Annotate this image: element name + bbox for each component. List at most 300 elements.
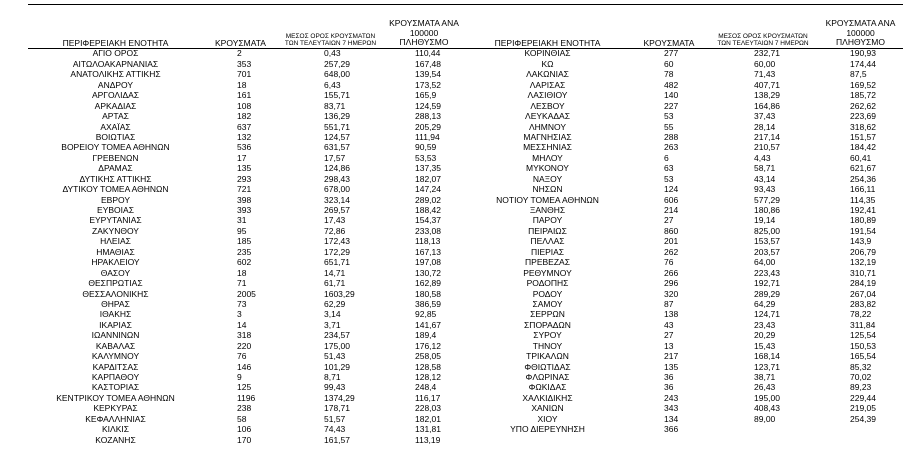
cases-cell: 60 xyxy=(664,58,674,69)
table-row xyxy=(465,299,903,309)
table-row xyxy=(28,351,465,361)
cases-cell: 482 xyxy=(664,79,679,90)
avg-cases-cell: 124,86 xyxy=(324,163,350,174)
table-row xyxy=(28,414,465,424)
region-cell: ΚΑΛΥΜΝΟΥ xyxy=(91,351,140,362)
rate-cell: 167,13 xyxy=(415,246,441,257)
cases-cell: 235 xyxy=(237,246,252,257)
region-cell: ΕΥΡΥΤΑΝΙΑΣ xyxy=(89,215,142,226)
region-cell: ΧΑΝΙΩΝ xyxy=(531,403,564,414)
avg-cases-cell: 203,57 xyxy=(754,246,780,257)
cases-cell: 343 xyxy=(664,403,679,414)
region-cell: ΚΕΡΚΥΡΑΣ xyxy=(93,403,138,414)
avg-cases-cell: 323,14 xyxy=(324,194,350,205)
rate-cell: 137,35 xyxy=(415,163,441,174)
rate-cell: 139,54 xyxy=(415,69,441,80)
avg-cases-cell: 269,57 xyxy=(324,205,350,216)
avg-cases-cell: 175,00 xyxy=(324,340,350,351)
cases-cell: 6 xyxy=(664,152,669,163)
region-cell: ΗΜΑΘΙΑΣ xyxy=(96,246,135,257)
cases-cell: 214 xyxy=(664,205,679,216)
table-row xyxy=(465,309,903,319)
region-cell: ΝΟΤΙΟΥ ΤΟΜΕΑ ΑΘΗΝΩΝ xyxy=(496,194,599,205)
avg-cases-cell: 234,57 xyxy=(324,330,350,341)
cases-cell: 398 xyxy=(237,194,252,205)
table-row xyxy=(28,174,465,184)
cases-cell: 182 xyxy=(237,111,252,122)
table-row xyxy=(465,393,903,403)
table-row xyxy=(28,122,465,132)
region-cell: ΚΑΡΠΑΘΟΥ xyxy=(91,372,140,383)
rate-cell: 267,04 xyxy=(850,288,876,299)
table-row xyxy=(28,132,465,142)
rate-cell: 188,42 xyxy=(415,205,441,216)
table-row xyxy=(28,309,465,319)
rate-cell: 113,19 xyxy=(415,434,441,445)
header-avg-line1: ΜΕΣΟΣ ΟΡΟΣ ΚΡΟΥΣΜΑΤΩΝ xyxy=(718,32,808,40)
cases-cell: 18 xyxy=(237,267,247,278)
rate-cell: 182,07 xyxy=(415,173,441,184)
rate-cell: 70,02 xyxy=(850,372,872,383)
region-cell: ΚΙΛΚΙΣ xyxy=(102,424,129,435)
avg-cases-cell: 298,43 xyxy=(324,173,350,184)
avg-cases-cell: 651,71 xyxy=(324,257,350,268)
region-cell: ΑΓΙΟ ΟΡΟΣ xyxy=(92,48,139,59)
rate-cell: 154,37 xyxy=(415,215,441,226)
header-avg xyxy=(278,19,383,48)
region-cell: ΧΙΟΥ xyxy=(537,413,558,424)
header-row xyxy=(28,19,465,48)
table-row xyxy=(28,393,465,403)
avg-cases-cell: 551,71 xyxy=(324,121,350,132)
cases-cell: 366 xyxy=(664,424,679,435)
table-row xyxy=(465,403,903,413)
cases-cell: 27 xyxy=(664,330,674,341)
table-row xyxy=(28,216,465,226)
region-cell: ΦΛΩΡΙΝΑΣ xyxy=(525,372,570,383)
rate-cell: 150,53 xyxy=(850,340,876,351)
cases-cell: 63 xyxy=(664,163,674,174)
avg-cases-cell xyxy=(708,424,818,434)
rate-cell: 60,41 xyxy=(850,152,872,163)
region-cell: ΗΛΕΙΑΣ xyxy=(100,236,131,247)
cases-cell: 140 xyxy=(664,90,679,101)
cases-cell xyxy=(630,435,708,445)
table-row xyxy=(28,372,465,382)
table-row xyxy=(465,69,903,79)
avg-cases-cell: 17,57 xyxy=(324,152,346,163)
cases-cell: 243 xyxy=(664,392,679,403)
avg-cases-cell: 23,43 xyxy=(754,319,776,330)
cases-cell: 1196 xyxy=(237,392,256,403)
table-row xyxy=(465,163,903,173)
table-row xyxy=(28,299,465,309)
rate-cell: 233,08 xyxy=(415,225,441,236)
rate-cell: 92,85 xyxy=(415,309,437,320)
avg-cases-cell: 93,43 xyxy=(754,184,776,195)
table-row xyxy=(465,195,903,205)
avg-cases-cell: 631,57 xyxy=(324,142,350,153)
header-rate xyxy=(818,19,903,48)
rate-cell: 258,05 xyxy=(415,351,441,362)
rate-cell: 141,67 xyxy=(415,319,441,330)
table-row xyxy=(465,184,903,194)
header-region: ΠΕΡΙΦΕΡΕΙΑΚΗ ΕΝΟΤΗΤΑ xyxy=(28,19,203,48)
region-cell: ΧΑΛΚΙΔΙΚΗΣ xyxy=(522,392,573,403)
table-row xyxy=(465,132,903,142)
avg-cases-cell: 8,71 xyxy=(324,372,341,383)
table-row xyxy=(28,59,465,69)
table-row xyxy=(465,289,903,299)
table-row xyxy=(28,163,465,173)
table-row xyxy=(465,122,903,132)
cases-cell: 353 xyxy=(237,58,252,69)
avg-cases-cell: 74,43 xyxy=(324,424,346,435)
cases-cell: 76 xyxy=(664,257,674,268)
cases-cell: 58 xyxy=(237,413,247,424)
cases-cell: 36 xyxy=(664,382,674,393)
table-row xyxy=(28,289,465,299)
cases-cell: 132 xyxy=(237,132,252,142)
region-cell: ΣΕΡΡΩΝ xyxy=(530,309,565,320)
rate-cell: 125,54 xyxy=(850,330,876,341)
table-row xyxy=(465,236,903,246)
cases-cell: 135 xyxy=(664,361,679,372)
rate-cell: 128,12 xyxy=(415,372,441,383)
rate-cell: 386,59 xyxy=(415,299,441,309)
region-cell: ΑΝΔΡΟΥ xyxy=(97,79,134,90)
table-row xyxy=(28,341,465,351)
avg-cases-cell: 155,71 xyxy=(324,90,350,101)
avg-cases-cell: 28,14 xyxy=(754,121,776,132)
cases-cell: 201 xyxy=(664,236,679,247)
table-body-left xyxy=(28,48,465,445)
cases-cell: 53 xyxy=(664,173,674,184)
region-cell: ΘΑΣΟΥ xyxy=(100,267,131,278)
rate-cell: 176,12 xyxy=(415,340,441,351)
avg-cases-cell: 195,00 xyxy=(754,392,780,403)
avg-cases-cell: 136,29 xyxy=(324,111,350,122)
rate-cell: 180,89 xyxy=(850,215,876,226)
table-row xyxy=(465,351,903,361)
rate-cell: 116,17 xyxy=(415,392,441,403)
cases-cell: 393 xyxy=(237,205,252,216)
avg-cases-cell: 408,43 xyxy=(754,403,780,414)
region-cell: ΜΑΓΝΗΣΙΑΣ xyxy=(523,132,572,142)
region-cell: ΝΗΣΩΝ xyxy=(532,184,563,195)
cases-cell: 2 xyxy=(237,48,242,59)
rate-cell: 184,42 xyxy=(850,142,876,153)
avg-cases-cell: 172,29 xyxy=(324,246,350,257)
cases-cell: 637 xyxy=(237,121,252,132)
rate-cell: 110,44 xyxy=(415,48,441,59)
table-row xyxy=(465,48,903,59)
region-cell: ΑΡΤΑΣ xyxy=(102,111,129,122)
cases-cell: 27 xyxy=(664,215,674,226)
table-row xyxy=(28,142,465,152)
cases-cell: 18 xyxy=(237,79,247,90)
avg-cases-cell: 64,00 xyxy=(754,257,776,268)
region-cell: ΑΡΚΑΔΙΑΣ xyxy=(94,100,137,111)
rate-cell: 111,94 xyxy=(415,132,440,142)
header-rate-line1: ΚΡΟΥΣΜΑΤΑ ΑΝΑ 100000 xyxy=(389,18,459,38)
avg-cases-cell: 257,29 xyxy=(324,58,350,69)
table-row xyxy=(28,195,465,205)
avg-cases-cell: 153,57 xyxy=(754,236,780,247)
table-row xyxy=(28,268,465,278)
table-row xyxy=(465,153,903,163)
rate-cell: 118,13 xyxy=(415,236,441,247)
avg-cases-cell: 61,71 xyxy=(324,278,346,289)
avg-cases-cell: 1374,29 xyxy=(324,392,355,403)
avg-cases-cell: 3,14 xyxy=(324,309,341,320)
cases-cell: 95 xyxy=(237,225,247,236)
rate-cell: 169,52 xyxy=(850,79,876,90)
rate-cell: 310,71 xyxy=(850,267,876,278)
cases-cell: 161 xyxy=(237,90,252,101)
region-cell: ΚΕΦΑΛΛΗΝΙΑΣ xyxy=(85,413,146,424)
header-avg xyxy=(708,19,818,48)
region-cell: ΝΑΞΟΥ xyxy=(532,173,563,184)
table-row xyxy=(28,80,465,90)
cases-cell: 71 xyxy=(237,278,247,289)
region-cell: ΛΑΡΙΣΑΣ xyxy=(529,79,566,90)
cases-cell: 320 xyxy=(664,288,679,299)
cases-cell: 43 xyxy=(664,319,674,330)
table-row xyxy=(28,362,465,372)
region-cell: ΠΕΙΡΑΙΩΣ xyxy=(528,225,567,236)
cases-cell: 296 xyxy=(664,278,679,289)
table-row xyxy=(465,59,903,69)
table-row xyxy=(28,90,465,100)
rate-cell: 147,24 xyxy=(415,184,441,195)
rate-cell: 254,36 xyxy=(850,173,876,184)
header-region: ΠΕΡΙΦΕΡΕΙΑΚΗ ΕΝΟΤΗΤΑ xyxy=(465,19,630,48)
cases-cell: 701 xyxy=(237,69,252,80)
region-cell: ΣΑΜΟΥ xyxy=(532,299,563,309)
cases-cell: 266 xyxy=(664,267,679,278)
table-row xyxy=(465,101,903,111)
rate-cell: 219,05 xyxy=(850,403,876,414)
header-avg-line2: ΤΩΝ ΤΕΛΕΥΤΑΙΩΝ 7 ΗΜΕΡΩΝ xyxy=(284,40,377,47)
region-cell: ΚΟΡΙΝΘΙΑΣ xyxy=(524,48,571,59)
avg-cases-cell: 164,86 xyxy=(754,100,780,111)
region-cell: ΛΕΣΒΟΥ xyxy=(530,100,565,111)
table-row xyxy=(465,268,903,278)
avg-cases-cell: 99,43 xyxy=(324,382,346,393)
header-cases: ΚΡΟΥΣΜΑΤΑ xyxy=(203,19,278,48)
avg-cases-cell: 648,00 xyxy=(324,69,350,80)
rate-cell: 53,53 xyxy=(415,152,437,163)
cases-cell: 134 xyxy=(664,413,679,424)
cases-cell: 124 xyxy=(664,184,679,195)
region-cell: ΛΑΣΙΘΙΟΥ xyxy=(527,90,568,101)
region-cell: ΔΥΤΙΚΟΥ ΤΟΜΕΑ ΑΘΗΝΩΝ xyxy=(62,184,169,195)
rate-cell: 182,01 xyxy=(415,413,441,424)
region-cell: ΒΟΙΩΤΙΑΣ xyxy=(95,132,136,142)
rate-cell: 228,03 xyxy=(415,403,441,414)
avg-cases-cell: 72,86 xyxy=(324,225,346,236)
cases-cell: 78 xyxy=(664,69,674,80)
region-cell: ΔΡΑΜΑΣ xyxy=(98,163,133,174)
rate-cell: 289,02 xyxy=(415,194,441,205)
avg-cases-cell: 89,00 xyxy=(754,413,776,424)
table-body-right xyxy=(465,48,903,445)
rate-cell: 192,41 xyxy=(850,205,876,216)
rate-cell: 185,72 xyxy=(850,90,876,101)
cases-cell: 73 xyxy=(237,299,247,309)
cases-cell: 87 xyxy=(664,299,674,309)
avg-cases-cell: 0,43 xyxy=(324,48,341,59)
avg-cases-cell: 64,29 xyxy=(754,299,776,309)
cases-cell: 106 xyxy=(237,424,252,435)
avg-cases-cell: 60,00 xyxy=(754,58,776,69)
avg-cases-cell: 101,29 xyxy=(324,361,350,372)
region-cell: ΒΟΡΕΙΟΥ ΤΟΜΕΑ ΑΘΗΝΩΝ xyxy=(61,142,170,153)
avg-cases-cell: 124,71 xyxy=(754,309,780,320)
table-row xyxy=(465,111,903,121)
region-cell: ΠΕΛΛΑΣ xyxy=(530,236,565,247)
header-avg-line1: ΜΕΣΟΣ ΟΡΟΣ ΚΡΟΥΣΜΑΤΩΝ xyxy=(285,32,376,40)
region-cell: ΙΚΑΡΙΑΣ xyxy=(99,319,132,330)
rate-cell: 143,9 xyxy=(850,236,872,247)
table-row xyxy=(465,226,903,236)
region-cell: ΣΠΟΡΑΔΩΝ xyxy=(524,319,571,330)
avg-cases-cell: 407,71 xyxy=(754,79,780,90)
header-row xyxy=(465,19,903,48)
cases-cell: 9 xyxy=(237,372,242,383)
rate-cell: 262,62 xyxy=(850,100,876,111)
rate-cell xyxy=(818,435,903,445)
cases-cell: 138 xyxy=(664,309,679,320)
rate-cell: 162,89 xyxy=(415,278,441,289)
avg-cases-cell: 289,29 xyxy=(754,288,780,299)
avg-cases-cell: 678,00 xyxy=(324,184,350,195)
region-cell xyxy=(465,435,630,445)
cases-cell: 318 xyxy=(237,330,252,341)
cases-cell: 13 xyxy=(664,340,674,351)
cases-cell: 3 xyxy=(237,309,242,320)
avg-cases-cell xyxy=(708,435,818,445)
cases-cell: 536 xyxy=(237,142,252,153)
table-row xyxy=(28,111,465,121)
region-cell: ΓΡΕΒΕΝΩΝ xyxy=(92,152,139,163)
table-row xyxy=(465,320,903,330)
cases-cell: 217 xyxy=(664,351,679,362)
rate-cell: 191,54 xyxy=(850,225,876,236)
cases-table-left xyxy=(28,19,465,445)
rate-cell: 165,54 xyxy=(850,351,876,362)
region-cell: ΜΕΣΣΗΝΙΑΣ xyxy=(523,142,572,153)
avg-cases-cell: 232,71 xyxy=(754,48,780,59)
cases-cell: 55 xyxy=(664,121,674,132)
region-cell: ΚΩ xyxy=(541,58,554,69)
cases-cell: 721 xyxy=(237,184,252,195)
table-row xyxy=(28,247,465,257)
avg-cases-cell: 37,43 xyxy=(754,111,776,122)
rate-cell: 254,39 xyxy=(850,413,876,424)
table-row xyxy=(465,142,903,152)
region-cell: ΙΘΑΚΗΣ xyxy=(99,309,132,320)
rate-cell: 197,08 xyxy=(415,257,441,268)
rate-cell: 180,58 xyxy=(415,288,441,299)
rate-cell: 248,4 xyxy=(415,382,437,393)
table-row xyxy=(28,101,465,111)
table-row xyxy=(28,48,465,59)
table-row xyxy=(28,153,465,163)
table-row xyxy=(465,362,903,372)
rate-cell: 190,93 xyxy=(850,48,876,59)
avg-cases-cell: 19,14 xyxy=(754,215,776,226)
table-row xyxy=(465,330,903,340)
cases-cell: 288 xyxy=(664,132,679,142)
rate-cell: 284,19 xyxy=(850,278,876,289)
cases-cell: 262 xyxy=(664,246,679,257)
header-rate-line2: ΠΛΗΘΥΣΜΟ xyxy=(399,37,449,47)
rate-cell: 167,48 xyxy=(415,58,441,69)
rate-cell: 205,29 xyxy=(415,121,441,132)
avg-cases-cell: 14,71 xyxy=(324,267,346,278)
avg-cases-cell: 168,14 xyxy=(754,351,780,362)
cases-cell: 263 xyxy=(664,142,679,153)
region-cell: ΡΟΔΟΠΗΣ xyxy=(526,278,569,289)
rate-cell: 131,81 xyxy=(415,424,441,435)
cases-cell: 170 xyxy=(237,434,252,445)
table-row xyxy=(28,205,465,215)
cases-cell: 220 xyxy=(237,340,252,351)
table-row xyxy=(28,383,465,393)
region-cell: ΛΗΜΝΟΥ xyxy=(528,121,567,132)
cases-cell: 602 xyxy=(237,257,252,268)
rate-cell: 124,59 xyxy=(415,100,441,111)
cases-cell: 606 xyxy=(664,194,679,205)
table-row xyxy=(465,90,903,100)
rate-cell: 128,58 xyxy=(415,361,441,372)
avg-cases-cell: 3,71 xyxy=(324,319,341,330)
avg-cases-cell: 38,71 xyxy=(754,372,776,383)
rate-cell: 174,44 xyxy=(850,58,876,69)
region-cell: ΙΩΑΝΝΙΝΩΝ xyxy=(91,330,140,341)
rate-cell: 130,72 xyxy=(415,267,441,278)
table-row xyxy=(465,424,903,434)
rate-cell: 78,22 xyxy=(850,309,872,320)
rate-cell: 311,84 xyxy=(850,319,876,330)
avg-cases-cell: 217,14 xyxy=(754,132,780,142)
rate-cell: 151,57 xyxy=(850,132,876,142)
avg-cases-cell: 17,43 xyxy=(324,215,346,226)
avg-cases-cell: 1603,29 xyxy=(324,288,355,299)
avg-cases-cell: 192,71 xyxy=(754,278,780,289)
cases-cell: 31 xyxy=(237,215,247,226)
rate-cell: 288,13 xyxy=(415,111,441,122)
avg-cases-cell: 210,57 xyxy=(754,142,780,153)
table-row xyxy=(28,330,465,340)
avg-cases-cell: 83,71 xyxy=(324,100,346,111)
avg-cases-cell: 20,29 xyxy=(754,330,776,341)
region-cell: ΦΩΚΙΔΑΣ xyxy=(528,382,567,393)
cases-cell: 125 xyxy=(237,382,252,393)
table-row xyxy=(465,278,903,288)
region-cell: ΘΕΣΠΡΩΤΙΑΣ xyxy=(88,278,143,289)
rate-cell: 189,4 xyxy=(415,330,437,341)
rate-cell: 283,82 xyxy=(850,299,876,309)
cases-cell: 76 xyxy=(237,351,247,362)
rate-cell: 223,69 xyxy=(850,111,876,122)
rate-cell: 87,5 xyxy=(850,69,867,80)
region-cell: ΜΗΛΟΥ xyxy=(532,152,563,163)
table-row xyxy=(465,80,903,90)
table-row xyxy=(28,257,465,267)
